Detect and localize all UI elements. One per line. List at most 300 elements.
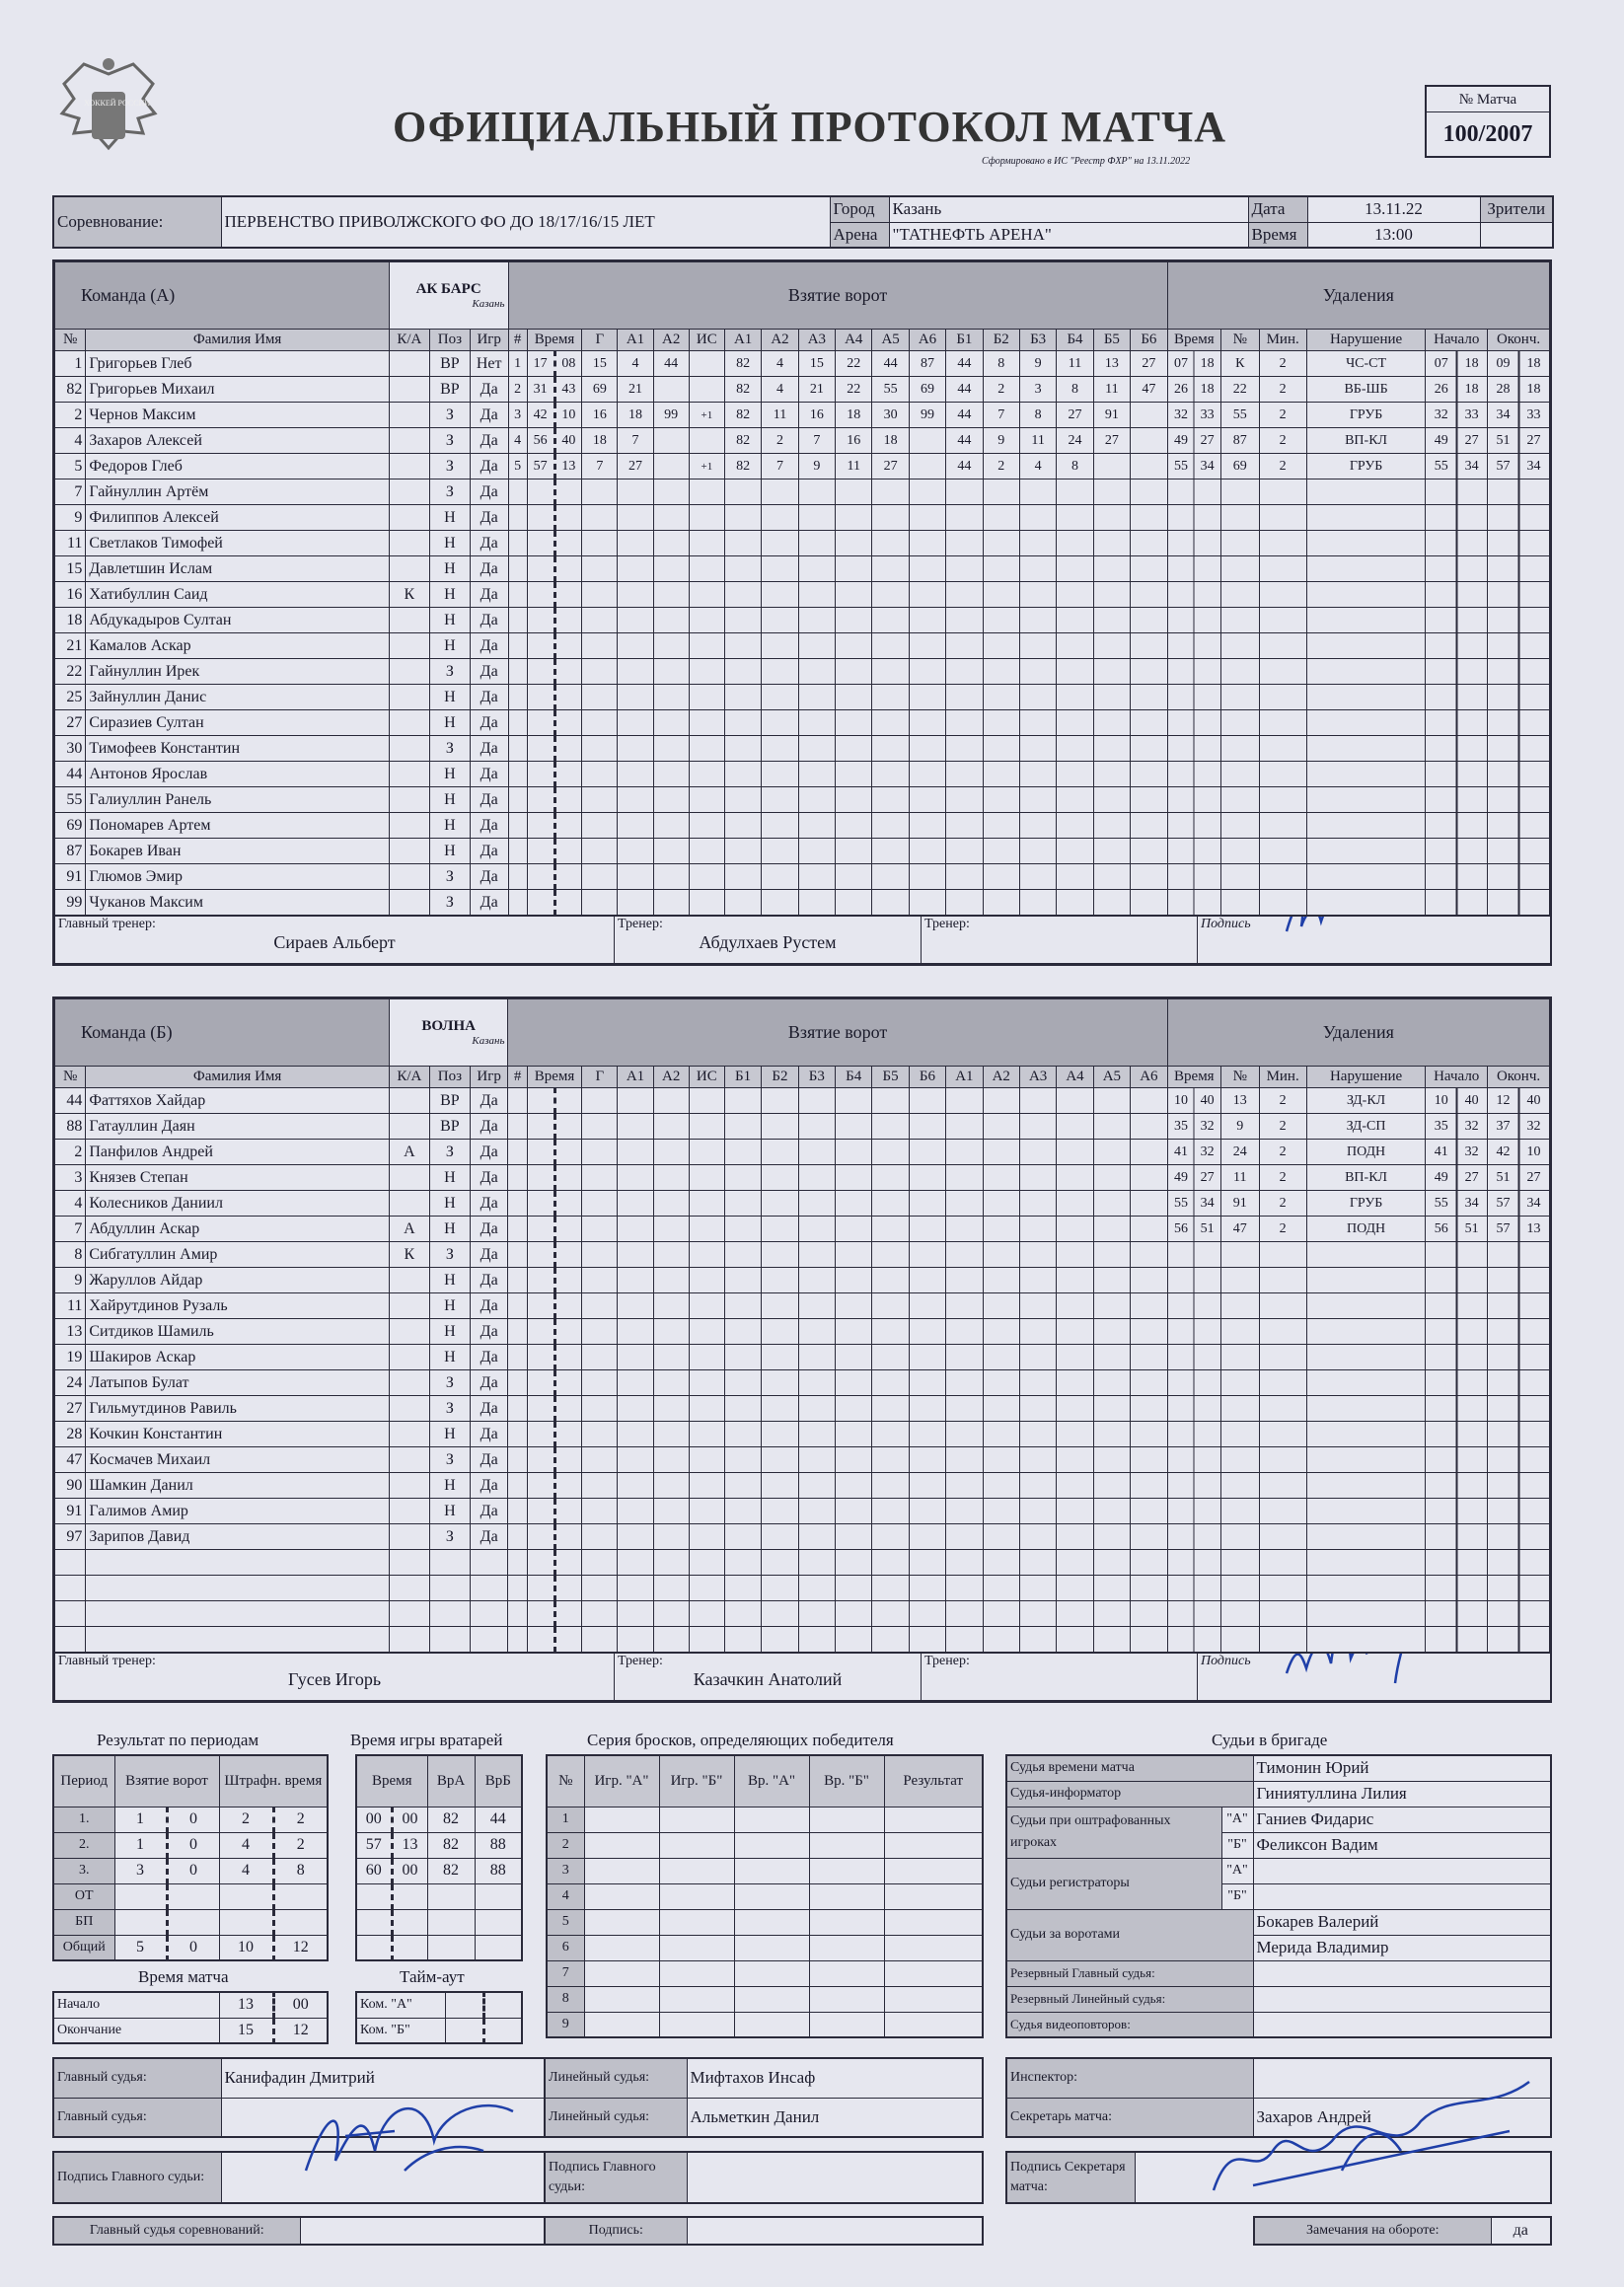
shootout-cell xyxy=(809,1935,884,1960)
shootout-cell xyxy=(734,1960,809,1986)
team-a-coach-signature xyxy=(1277,917,1346,947)
goal-cell xyxy=(836,531,872,556)
goalie-cell xyxy=(475,1935,522,1960)
penalty-time xyxy=(1167,659,1220,685)
shootout-cell xyxy=(659,1858,734,1883)
goal-cell xyxy=(872,1140,909,1165)
table-row xyxy=(55,1242,1550,1268)
goal-cell xyxy=(1093,1473,1130,1499)
goal-cell xyxy=(1057,659,1093,685)
goal-cell xyxy=(983,1370,1019,1396)
goal-cell xyxy=(653,1293,689,1319)
penalty-cell xyxy=(1306,659,1426,685)
team_a-col-ka: К/А xyxy=(389,330,429,351)
penalty-cell xyxy=(1306,1242,1426,1268)
penalty-cell xyxy=(1306,1601,1426,1627)
player-position: З xyxy=(429,659,470,685)
goal-cell xyxy=(724,1293,761,1319)
goal-cell: +1 xyxy=(689,403,724,428)
goal-cell: 3 xyxy=(508,403,527,428)
table-row xyxy=(53,1935,328,1960)
goal-cell xyxy=(618,1370,653,1396)
penalty-time xyxy=(1167,1524,1220,1550)
goal-cell xyxy=(724,505,761,531)
table-row xyxy=(547,1909,983,1935)
goal-cell xyxy=(689,1242,724,1268)
goal-cell: 15 xyxy=(582,351,618,377)
penalty-cell xyxy=(1220,1319,1259,1345)
goal-cell: 82 xyxy=(724,428,761,454)
period-cell: 2 xyxy=(219,1807,273,1832)
penalty-b: Феликсон Вадим xyxy=(1253,1832,1551,1858)
player-played: Да xyxy=(470,1293,508,1319)
goal-cell xyxy=(1093,1217,1130,1242)
goal-cell xyxy=(582,1499,618,1524)
secretary-signature-ink xyxy=(1194,2072,1549,2200)
shootout-cell xyxy=(884,2012,983,2037)
player-played: Да xyxy=(470,633,508,659)
shootout-cell xyxy=(884,1986,983,2012)
player-name: Хатибуллин Саид xyxy=(86,582,390,608)
player-position: З xyxy=(429,1140,470,1165)
team-a-coach1: Абдулхаев Рустем xyxy=(699,932,837,952)
goal-cell xyxy=(689,1165,724,1191)
goal-cell xyxy=(1057,1165,1093,1191)
goal-cell: 15 xyxy=(798,351,835,377)
goal-cell xyxy=(653,633,689,659)
emblem xyxy=(54,54,163,173)
penalty-cell xyxy=(1220,1293,1259,1319)
goal-cell xyxy=(527,505,554,531)
goal-cell xyxy=(618,1191,653,1217)
player-number: 11 xyxy=(55,531,86,556)
player-position: Н xyxy=(429,839,470,864)
goal-cell xyxy=(1019,1165,1056,1191)
goal-cell xyxy=(1131,1370,1168,1396)
goal-cell xyxy=(618,787,653,813)
goal-cell xyxy=(1019,864,1056,890)
penalty-end xyxy=(1488,351,1550,377)
city-value: Казань xyxy=(889,196,1248,222)
penalty-start xyxy=(1426,787,1488,813)
goal-cell xyxy=(909,1499,945,1524)
penalty-cell: 87 xyxy=(1220,428,1259,454)
goal-cell xyxy=(508,1140,527,1165)
goal-cell xyxy=(527,736,554,762)
goal-cell xyxy=(724,1396,761,1422)
goal-cell xyxy=(508,839,527,864)
goal-cell xyxy=(1131,608,1168,633)
goal-cell xyxy=(909,1242,945,1268)
penalty-cell xyxy=(1259,710,1306,736)
goal-cell: 4 xyxy=(508,428,527,454)
goal-cell xyxy=(689,531,724,556)
goal-cell xyxy=(689,890,724,916)
goal-cell xyxy=(762,531,798,556)
goal-cell xyxy=(618,1576,653,1601)
penalty-cell xyxy=(1220,1422,1259,1447)
penalty-end xyxy=(1488,1165,1550,1191)
goal-cell xyxy=(983,1140,1019,1165)
goal-cell xyxy=(653,813,689,839)
goal-cell xyxy=(689,608,724,633)
goal-cell xyxy=(872,710,909,736)
player-position: Н xyxy=(429,1217,470,1242)
goal-cell: 27 xyxy=(872,454,909,480)
penalty-cell xyxy=(1306,531,1426,556)
goal-cell xyxy=(653,1550,689,1576)
period-cell xyxy=(167,1909,219,1935)
goal-cell xyxy=(798,659,835,685)
shootout-cell xyxy=(659,2012,734,2037)
goal-cell xyxy=(689,1601,724,1627)
penalty-start-part: 34 xyxy=(1464,1195,1479,1211)
player-name: Федоров Глеб xyxy=(86,454,390,480)
goal-cell xyxy=(1093,813,1130,839)
goal-cell: 16 xyxy=(582,403,618,428)
goal-cell xyxy=(1131,1140,1168,1165)
penalty-cell: 2 xyxy=(1259,1217,1306,1242)
shootout-cell xyxy=(584,1986,659,2012)
goal-cell xyxy=(724,1550,761,1576)
goal-cell xyxy=(762,1396,798,1422)
player-played: Да xyxy=(470,839,508,864)
goal-cell xyxy=(653,377,689,403)
goal-cell xyxy=(983,1114,1019,1140)
goal-cell xyxy=(689,1345,724,1370)
player-captain xyxy=(389,1601,429,1627)
goal-cell xyxy=(689,1114,724,1140)
goal-cell xyxy=(872,1524,909,1550)
goal-cell xyxy=(689,1217,724,1242)
goal-cell xyxy=(653,762,689,787)
penalty-start xyxy=(1426,377,1488,403)
goal-cell xyxy=(653,1627,689,1653)
table-row xyxy=(55,608,1550,633)
player-captain xyxy=(389,787,429,813)
goal-cell xyxy=(724,1473,761,1499)
penalty-cell xyxy=(1306,1550,1426,1576)
team_a-onice-right-3: Б4 xyxy=(1057,330,1093,351)
penalty-cell xyxy=(1306,1499,1426,1524)
goal-cell xyxy=(582,1114,618,1140)
goalie-cell: 82 xyxy=(427,1832,475,1858)
player-name: Кочкин Константин xyxy=(86,1422,390,1447)
goal-cell xyxy=(798,1293,835,1319)
goal-cell xyxy=(1057,582,1093,608)
goal-cell xyxy=(653,736,689,762)
goal-cell xyxy=(582,710,618,736)
team_a-onice-right-4: Б5 xyxy=(1093,330,1130,351)
penalty-cell xyxy=(1306,710,1426,736)
match-start-m: 00 xyxy=(273,1992,328,2018)
goal-cell xyxy=(983,608,1019,633)
goal-cell xyxy=(836,1422,872,1447)
goal-cell xyxy=(836,787,872,813)
goal-cell xyxy=(762,1499,798,1524)
player-played: Да xyxy=(470,1499,508,1524)
goal-cell xyxy=(527,608,554,633)
goal-cell xyxy=(1131,890,1168,916)
goal-cell xyxy=(836,556,872,582)
table-row xyxy=(55,1396,1550,1422)
team_a-onice-left-0: А1 xyxy=(724,330,761,351)
goal-cell xyxy=(554,1114,582,1140)
goal-cell xyxy=(909,454,945,480)
goal-cell xyxy=(1019,1499,1056,1524)
registrar-a-tag: "А" xyxy=(1221,1858,1253,1883)
penalty-start xyxy=(1426,1370,1488,1396)
player-played: Да xyxy=(470,762,508,787)
table-row xyxy=(55,1550,1550,1576)
player-number: 55 xyxy=(55,787,86,813)
sign-label: Подпись: xyxy=(545,2217,687,2245)
table-row xyxy=(55,1268,1550,1293)
goal-cell xyxy=(527,1268,554,1293)
goal-cell xyxy=(724,787,761,813)
goal-cell xyxy=(909,1473,945,1499)
goal-cell xyxy=(653,480,689,505)
penalty-cell xyxy=(1259,480,1306,505)
penalty-end xyxy=(1488,1268,1550,1293)
player-name: Космачев Михаил xyxy=(86,1447,390,1473)
goal-cell xyxy=(836,1268,872,1293)
goal-cell xyxy=(946,1140,983,1165)
goal-cell xyxy=(1131,1473,1168,1499)
goal-cell xyxy=(872,787,909,813)
goal-cell xyxy=(582,1165,618,1191)
goal-cell xyxy=(872,531,909,556)
goal-cell xyxy=(1057,633,1093,659)
goal-cell xyxy=(554,1140,582,1165)
penalty-cell xyxy=(1259,1447,1306,1473)
player-played: Да xyxy=(470,736,508,762)
penalty-end-part: 57 xyxy=(1496,1195,1511,1211)
goal-cell xyxy=(582,1524,618,1550)
penalty-time xyxy=(1167,1114,1220,1140)
goal-cell xyxy=(836,1217,872,1242)
team_a-onice-left-1: А2 xyxy=(762,330,798,351)
penalty-cell: 2 xyxy=(1259,1114,1306,1140)
goal-cell: 2 xyxy=(983,377,1019,403)
goal-cell xyxy=(983,582,1019,608)
penalty-end-part: 27 xyxy=(1526,432,1541,448)
goal-cell xyxy=(762,608,798,633)
goal-cell xyxy=(689,659,724,685)
goal-cell xyxy=(527,864,554,890)
player-position xyxy=(429,1550,470,1576)
goal-cell xyxy=(653,1473,689,1499)
goal-cell xyxy=(946,762,983,787)
goal-cell xyxy=(983,1217,1019,1242)
goal-cell: 18 xyxy=(582,428,618,454)
penalty-end-part: 37 xyxy=(1496,1118,1511,1134)
goal-cell: 7 xyxy=(983,403,1019,428)
player-position xyxy=(429,1601,470,1627)
goal-cell xyxy=(582,531,618,556)
goal-cell xyxy=(1019,1524,1056,1550)
goalie-cell xyxy=(356,1909,392,1935)
player-position: Н xyxy=(429,608,470,633)
goal-cell xyxy=(1057,1114,1093,1140)
goal-cell xyxy=(798,1550,835,1576)
goal-cell xyxy=(798,1140,835,1165)
table-row xyxy=(55,351,1550,377)
goal-cell xyxy=(527,1217,554,1242)
penalty-time xyxy=(1167,1268,1220,1293)
goal-cell xyxy=(762,1550,798,1576)
table-row xyxy=(55,736,1550,762)
player-captain xyxy=(389,762,429,787)
goal-cell xyxy=(508,864,527,890)
goal-cell: 11 xyxy=(1093,377,1130,403)
goal-cell xyxy=(1131,582,1168,608)
player-played: Да xyxy=(470,1088,508,1114)
goal-cell xyxy=(582,608,618,633)
goal-cell xyxy=(798,1165,835,1191)
penalty-cell: ГРУБ xyxy=(1306,1191,1426,1217)
goal-cell: 44 xyxy=(946,351,983,377)
player-played: Да xyxy=(470,480,508,505)
penalty-time xyxy=(1167,608,1220,633)
player-name: Князев Степан xyxy=(86,1165,390,1191)
goal-cell xyxy=(1057,1088,1093,1114)
penalty-cell xyxy=(1259,1524,1306,1550)
goal-cell xyxy=(527,762,554,787)
goal-cell: 18 xyxy=(872,428,909,454)
penalty-start-part: 07 xyxy=(1434,355,1448,371)
table-row xyxy=(547,1807,983,1832)
table-row xyxy=(53,1858,328,1883)
penalty-cell: 2 xyxy=(1259,428,1306,454)
penalty-cell: К xyxy=(1220,351,1259,377)
table-row xyxy=(547,1935,983,1960)
penalty-start-part: 18 xyxy=(1464,355,1479,371)
table-row xyxy=(356,1935,522,1960)
goal-cell: 17 xyxy=(527,351,554,377)
goal-cell xyxy=(618,1114,653,1140)
team-b-coach-signature xyxy=(1277,1654,1474,1694)
player-name: Гайнуллин Ирек xyxy=(86,659,390,685)
match-start-label: Начало xyxy=(53,1992,219,2018)
player-name: Фаттяхов Хайдар xyxy=(86,1088,390,1114)
goal-cell xyxy=(1131,1447,1168,1473)
penalty-start xyxy=(1426,1268,1488,1293)
player-number: 30 xyxy=(55,736,86,762)
penalty-start-part: 56 xyxy=(1434,1220,1448,1236)
penalty-cell xyxy=(1220,1473,1259,1499)
goal-cell xyxy=(554,839,582,864)
penalty-end xyxy=(1488,1601,1550,1627)
penalty-cell xyxy=(1306,1447,1426,1473)
goal-cell xyxy=(946,1601,983,1627)
timeout-table xyxy=(355,1991,523,2044)
table-row xyxy=(55,1370,1550,1396)
goal-cell xyxy=(653,1601,689,1627)
penalty-cell xyxy=(1259,1550,1306,1576)
penalty-cell: 13 xyxy=(1220,1088,1259,1114)
goal-cell: 8 xyxy=(983,351,1019,377)
penalty-time-sec: 33 xyxy=(1200,406,1215,422)
video-label: Судья видеоповторов: xyxy=(1006,2012,1253,2037)
team_a-pen-col-2: Мин. xyxy=(1259,330,1306,351)
goal-cell xyxy=(836,1473,872,1499)
penalty-start-part: 27 xyxy=(1464,432,1479,448)
player-name: Гатауллин Даян xyxy=(86,1114,390,1140)
player-number: 8 xyxy=(55,1242,86,1268)
goal-cell xyxy=(554,1499,582,1524)
match-end-m: 12 xyxy=(273,2018,328,2043)
penalty-time xyxy=(1167,1140,1220,1165)
goal-cell xyxy=(946,1268,983,1293)
table-row xyxy=(55,1601,1550,1627)
goal-cell xyxy=(1131,659,1168,685)
goal-cell xyxy=(909,1088,945,1114)
goal-cell xyxy=(836,1370,872,1396)
match-end-label: Окончание xyxy=(53,2018,219,2043)
penalty-cell xyxy=(1306,1396,1426,1422)
line-ref-2: Альметкин Данил xyxy=(687,2098,983,2137)
player-played: Да xyxy=(470,582,508,608)
goal-cell xyxy=(798,1601,835,1627)
page-subtitle: Сформировано в ИС "Реестр ФХР" на 13.11.2022 xyxy=(982,156,1191,167)
goal-cell: 44 xyxy=(946,377,983,403)
goal-cell: 69 xyxy=(909,377,945,403)
penalty-cell xyxy=(1259,1345,1306,1370)
goal-cell xyxy=(1057,1550,1093,1576)
goal-cell xyxy=(872,582,909,608)
arena-label: Арена xyxy=(830,222,889,248)
goal-cell: 8 xyxy=(1057,454,1093,480)
penalty-time xyxy=(1167,1601,1220,1627)
goal-cell xyxy=(554,531,582,556)
goal-cell xyxy=(762,1473,798,1499)
goal-cell xyxy=(508,1601,527,1627)
player-name: Глюмов Эмир xyxy=(86,864,390,890)
goal-cell xyxy=(689,1422,724,1447)
goal-cell xyxy=(582,1293,618,1319)
team_b-city: Казань xyxy=(472,1035,505,1047)
period-cell: 1 xyxy=(114,1807,167,1832)
goal-cell xyxy=(836,505,872,531)
goal-cell xyxy=(724,685,761,710)
comp-ref-table xyxy=(52,2216,546,2246)
player-captain xyxy=(389,556,429,582)
goal-cell xyxy=(1057,480,1093,505)
goal-cell xyxy=(724,839,761,864)
table-row xyxy=(55,1191,1550,1217)
goal-cell xyxy=(618,480,653,505)
team_a-goal-col-0: # xyxy=(508,330,527,351)
goal-cell: 16 xyxy=(836,428,872,454)
player-position: Н xyxy=(429,1165,470,1191)
goal-cell xyxy=(909,1576,945,1601)
goal-cell xyxy=(798,787,835,813)
penalty-time-min: 49 xyxy=(1174,1169,1188,1185)
penalty-time-min: 35 xyxy=(1174,1118,1188,1134)
penalty-start-part: 35 xyxy=(1434,1118,1448,1134)
player-captain xyxy=(389,736,429,762)
goal-cell xyxy=(689,762,724,787)
match-time-title: Время матча xyxy=(138,1967,229,1986)
goalie-cell: 60 xyxy=(356,1858,392,1883)
goal-cell: 56 xyxy=(527,428,554,454)
penalty-cell: 2 xyxy=(1259,1191,1306,1217)
goal-cell xyxy=(618,1422,653,1447)
match-number-label: № Матча xyxy=(1427,87,1549,112)
goal-cell xyxy=(946,531,983,556)
player-played: Да xyxy=(470,787,508,813)
